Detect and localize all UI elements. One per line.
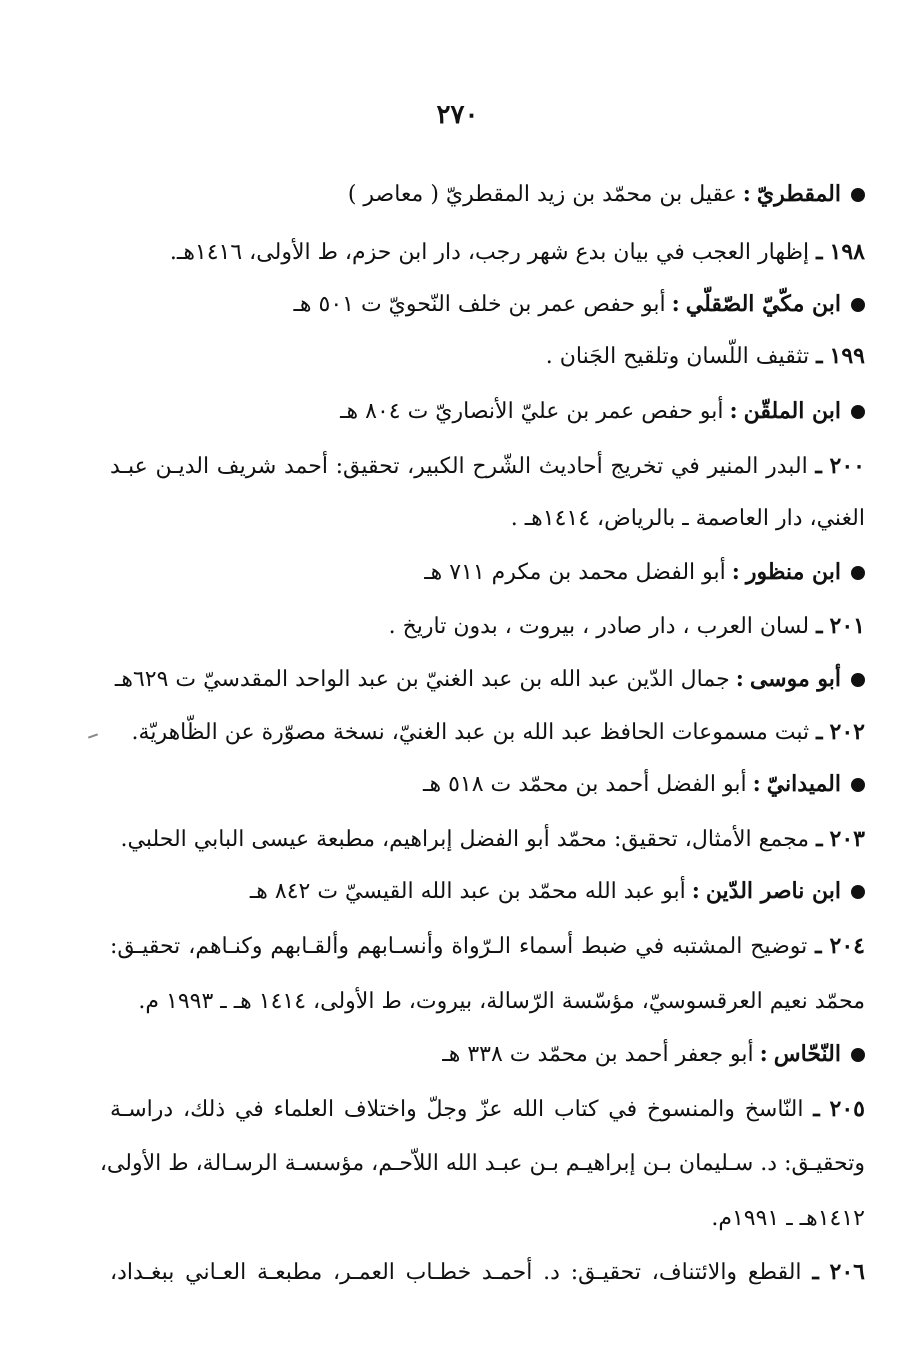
bullet-icon bbox=[851, 405, 865, 419]
colon-separator: : bbox=[742, 181, 751, 207]
author-name: أبو موسى bbox=[749, 666, 841, 692]
book-text: ثبت مسموعات الحافظ عبد الله بن عبد الغنيّ، نسخة مصوّرة عن الظّاهريّة. bbox=[131, 720, 810, 745]
bullet-icon bbox=[851, 188, 865, 202]
entry-number: ٢٠١ bbox=[829, 613, 865, 639]
entry-number: ١٩٩ bbox=[829, 343, 865, 369]
book-continuation: وتحقيـق: د. سـليمان بـن إبراهيـم بـن عبـد الله اللاّحـم، مؤسسـة الرسـالة، ط الأولى، bbox=[99, 1151, 865, 1176]
bullet-icon bbox=[851, 566, 865, 580]
colon-separator: : bbox=[735, 666, 744, 692]
bullet-icon bbox=[851, 885, 865, 899]
dash-separator: ـ bbox=[816, 343, 823, 369]
bullet-icon bbox=[851, 673, 865, 687]
author-entry bbox=[340, 397, 865, 427]
author-entry bbox=[423, 770, 865, 800]
colon-separator: : bbox=[671, 291, 680, 317]
book-entry bbox=[546, 342, 865, 372]
book-text: تثقيف اللّسان وتلقيح الجَنان . bbox=[545, 344, 810, 369]
bullet-icon bbox=[851, 778, 865, 792]
book-continuation: ١٤١٢هـ ـ ١٩٩١م. bbox=[711, 1206, 865, 1231]
author-name: ابن الملقّن bbox=[743, 398, 841, 424]
book-text: البدر المنير في تخريج أحاديث الشّرح الكبير، تحقيق: أحمد شريف الديـن عبـد bbox=[110, 454, 808, 479]
author-entry bbox=[293, 290, 865, 320]
author-details: أبو حفص عمر بن خلف النّحويّ ت ٥٠١ هـ bbox=[293, 292, 666, 317]
book-entry bbox=[389, 612, 865, 642]
book-entry bbox=[110, 1258, 865, 1288]
page-number: ٢٧٠ bbox=[436, 100, 479, 130]
dash-separator: ـ bbox=[815, 453, 822, 479]
book-text: توضيح المشتبه في ضبط أسماء الـرّواة وأنسـابهم وألقـابهم وكنـاهم، تحقيـق: bbox=[110, 934, 808, 959]
author-details: عقيل بن محمّد بن زيد المقطريّ ( معاصر ) bbox=[347, 182, 737, 207]
author-details: أبو عبد الله محمّد بن عبد الله القيسيّ ت ٨٤٢ هـ bbox=[249, 879, 686, 904]
dash-separator: ـ bbox=[816, 719, 823, 745]
dash-separator: ـ bbox=[813, 1096, 820, 1122]
book-entry bbox=[110, 932, 865, 962]
author-name: المقطريّ bbox=[756, 181, 841, 207]
author-details: أبو جعفر أحمد بن محمّد ت ٣٣٨ هـ bbox=[442, 1042, 754, 1067]
author-details: جمال الدّين عبد الله بن عبد الغنيّ بن عبد الواحد المقدسيّ ت ٦٢٩هـ bbox=[114, 667, 730, 692]
entry-number: ٢٠٥ bbox=[829, 1096, 865, 1122]
author-entry bbox=[348, 180, 865, 210]
book-text: إظهار العجب في بيان بدع شهر رجب، دار ابن حزم، ط الأولى، ١٤١٦هـ. bbox=[169, 240, 810, 265]
bullet-icon bbox=[851, 1048, 865, 1062]
author-name: ابن مكّيّ الصّقلّي bbox=[685, 291, 841, 317]
book-text: مجمع الأمثال، تحقيق: محمّد أبو الفضل إبراهيم، مطبعة عيسى البابي الحلبي. bbox=[120, 827, 810, 852]
book-entry bbox=[121, 825, 865, 855]
author-details: أبو الفضل أحمد بن محمّد ت ٥١٨ هـ bbox=[423, 772, 747, 797]
book-entry bbox=[110, 1095, 865, 1125]
colon-separator: : bbox=[691, 878, 700, 904]
entry-number: ١٩٨ bbox=[829, 239, 865, 265]
book-entry bbox=[170, 238, 865, 268]
author-entry bbox=[250, 877, 865, 907]
entry-number: ٢٠٣ bbox=[829, 826, 865, 852]
colon-separator: : bbox=[729, 398, 738, 424]
author-name: الميدانيّ bbox=[766, 771, 841, 797]
entry-number: ٢٠٦ bbox=[829, 1259, 865, 1285]
book-text: النّاسخ والمنسوخ في كتاب الله عزّ وجلّ واختلاف العلماء في ذلك، دراسـة bbox=[110, 1097, 804, 1122]
author-details: أبو حفص عمر بن عليّ الأنصاريّ ت ٨٠٤ هـ bbox=[340, 399, 724, 424]
colon-separator: : bbox=[759, 1041, 768, 1067]
book-continuation: الغني، دار العاصمة ـ بالرياض، ١٤١٤هـ . bbox=[510, 506, 865, 531]
entry-number: ٢٠٠ bbox=[829, 453, 865, 479]
author-name: النّحّاس bbox=[773, 1041, 841, 1067]
dash-separator: ـ bbox=[816, 239, 823, 265]
scan-mark bbox=[88, 733, 98, 738]
book-entry bbox=[110, 452, 865, 482]
book-text: القطع والائتناف، تحقيـق: د. أحمـد خطـاب العمـر، مطبعـة العـاني ببغـداد، bbox=[110, 1260, 802, 1285]
author-entry bbox=[115, 665, 865, 695]
entry-number: ٢٠٤ bbox=[829, 933, 865, 959]
dash-separator: ـ bbox=[815, 933, 822, 959]
colon-separator: : bbox=[731, 559, 740, 585]
author-details: أبو الفضل محمد بن مكرم ٧١١ هـ bbox=[424, 560, 726, 585]
author-entry bbox=[442, 1040, 865, 1070]
dash-separator: ـ bbox=[816, 613, 823, 639]
book-entry bbox=[132, 718, 865, 748]
author-name: ابن منظور bbox=[745, 559, 841, 585]
dash-separator: ـ bbox=[812, 1259, 819, 1285]
bullet-icon bbox=[851, 298, 865, 312]
author-name: ابن ناصر الدّين bbox=[705, 878, 841, 904]
colon-separator: : bbox=[752, 771, 761, 797]
book-text: لسان العرب ، دار صادر ، بيروت ، بدون تاريخ . bbox=[388, 614, 810, 639]
author-entry bbox=[424, 558, 865, 588]
entry-number: ٢٠٢ bbox=[829, 719, 865, 745]
book-continuation: محمّد نعيم العرقسوسيّ، مؤسّسة الرّسالة، بيروت، ط الأولى، ١٤١٤ هـ ـ ١٩٩٣ م. bbox=[138, 989, 865, 1014]
dash-separator: ـ bbox=[816, 826, 823, 852]
